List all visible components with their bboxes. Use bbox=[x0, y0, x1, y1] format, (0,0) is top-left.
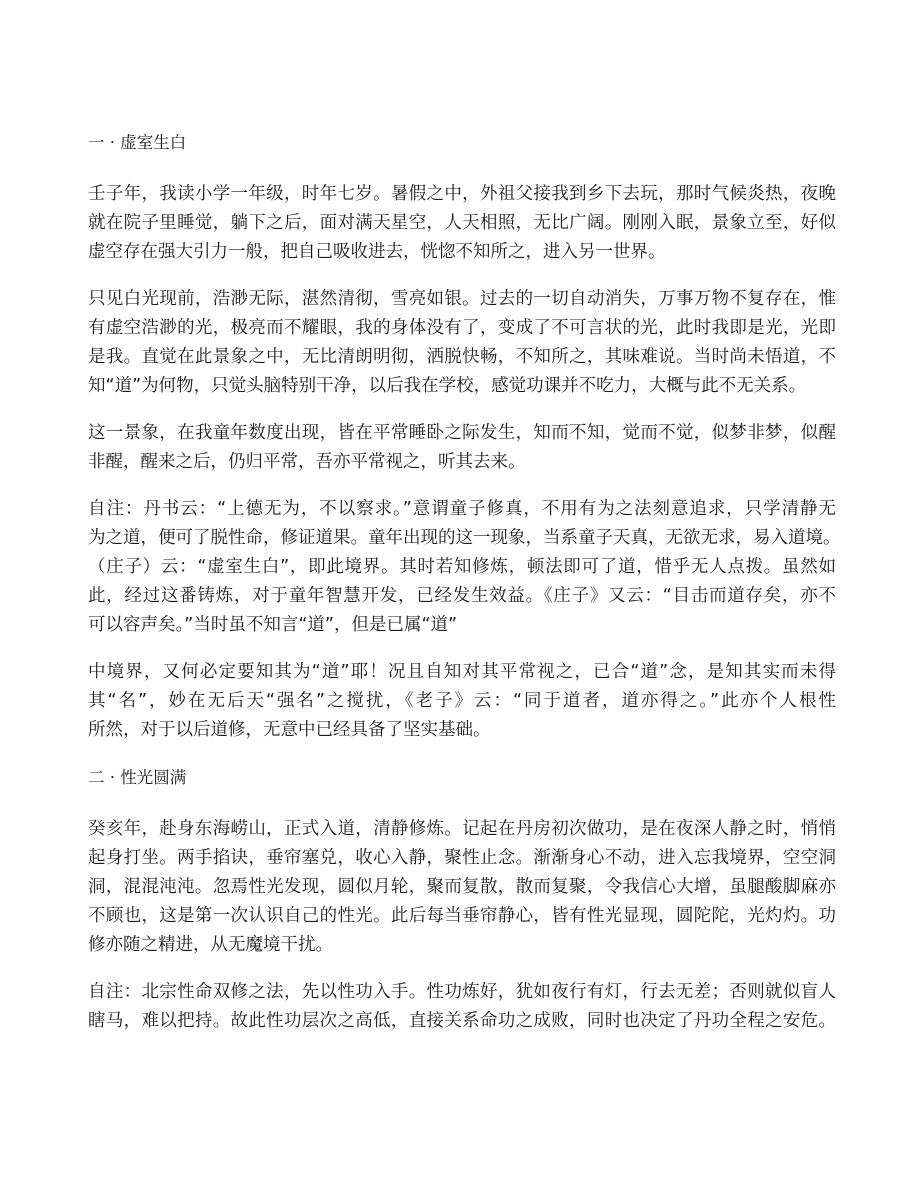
text-line: 所然，对于以后道修，无意中已经具备了坚实基础。 bbox=[88, 720, 491, 740]
text-line: 知“道”为何物，只觉头脑特别干净，以后我在学校，感觉功课并不吃力，大概与此不无关系。 bbox=[88, 376, 807, 396]
section-heading-2: 二 · 性光圆满 bbox=[88, 768, 187, 787]
text-line: 此，经过这番铸炼，对于童年智慧开发，已经发生效益。《庄子》又云：“目击而道存矣，亦不 bbox=[88, 586, 836, 606]
text-line: （庄子）云：“虚室生白”，即此境界。其时若知修炼，顿法即可了道，惜乎无人点拨。虽然如 bbox=[88, 557, 836, 577]
text-line: 不顾也，这是第一次认识自己的性光。此后每当垂帘静心，皆有性光显现，圆陀陀，光灼灼。功 bbox=[88, 906, 836, 926]
text-line: 非醒，醒来之后，仍归平常，吾亦平常视之，听其去来。 bbox=[88, 452, 526, 472]
text-line: 虚空存在强大引力一般，把自己吸收进去，恍惚不知所之，进入另一世界。 bbox=[88, 242, 666, 262]
text-line: 癸亥年，赴身东海崂山，正式入道，清静修炼。记起在丹房初次做功，是在夜深人静之时，悄悄 bbox=[88, 819, 836, 839]
section-heading-1: 一 · 虚室生白 bbox=[88, 133, 187, 152]
paragraph bbox=[88, 815, 836, 960]
text-line: 瞎马，难以把持。故此性功层次之高低，直接关系命功之成败，同时也决定了丹功全程之安危。 bbox=[88, 1011, 836, 1031]
text-line: 壬子年，我读小学一年级，时年七岁。暑假之中，外祖父接我到乡下去玩，那时气候炎热，夜晚 bbox=[88, 184, 836, 204]
text-line: 这一景象，在我童年数度出现，皆在平常睡卧之际发生，知而不知，觉而不觉，似梦非梦，似醒 bbox=[88, 423, 836, 443]
text-line: 只见白光现前，浩渺无际，湛然清彻，雪亮如银。过去的一切自动消失，万事万物不复存在，惟 bbox=[88, 289, 836, 309]
paragraph bbox=[88, 285, 836, 401]
text-line: 其“名”，妙在无后天“强名”之搅扰，《老子》云：“同于道者，道亦得之。”此亦个人根性 bbox=[88, 691, 836, 711]
text-line: 洞，混混沌沌。忽焉性光发现，圆似月轮，聚而复散，散而复聚，令我信心大增，虽腿酸脚麻亦 bbox=[88, 877, 836, 897]
text-line: 是我。直觉在此景象之中，无比清朗明彻，洒脱快畅，不知所之，其味难说。当时尚未悟道，不 bbox=[88, 347, 836, 367]
text-line: 中境界，又何必定要知其为“道”耶！况且自知对其平常视之，已合“道”念，是知其实而未得 bbox=[88, 662, 836, 682]
document-page bbox=[88, 128, 841, 1054]
paragraph bbox=[88, 658, 836, 745]
paragraph bbox=[88, 180, 836, 267]
text-line: 有虚空浩渺的光，极亮而不耀眼，我的身体没有了，变成了不可言状的光，此时我即是光，光即 bbox=[88, 318, 836, 338]
paragraph bbox=[88, 495, 841, 640]
paragraph bbox=[88, 419, 836, 477]
text-line: 可以容声矣。”当时虽不知言“道”，但是已属“道” bbox=[88, 615, 458, 635]
text-line: 修亦随之精进，从无魔境干扰。 bbox=[88, 935, 333, 955]
text-line: 就在院子里睡觉，躺下之后，面对满天星空，人天相照，无比广阔。刚刚入眠，景象立至，好似 bbox=[88, 213, 836, 233]
text-line: 自注：丹书云：“上德无为，不以察求。”意谓童子修真，不用有为之法刻意追求，只学清静无 bbox=[88, 499, 836, 519]
text-line: 自注：北宗性命双修之法，先以性功入手。性功炼好，犹如夜行有灯，行去无差；否则就似盲人 bbox=[88, 982, 836, 1002]
text-line: 起身打坐。两手掐诀，垂帘塞兑，收心入静，聚性止念。渐渐身心不动，进入忘我境界，空空洞 bbox=[88, 848, 836, 868]
text-line: 为之道，便可了脱性命，修证道果。童年出现的这一现象，当系童子天真，无欲无求，易入道境。 bbox=[88, 528, 841, 548]
paragraph bbox=[88, 978, 836, 1036]
